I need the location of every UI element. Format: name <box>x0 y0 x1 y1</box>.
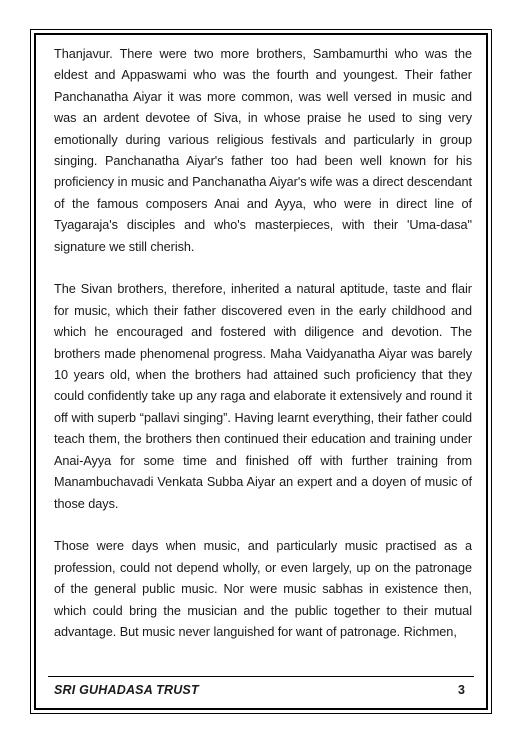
paragraph-3: Those were days when music, and particularly music practised as a profession, could not depend wholly, or even largely, up on the patronage of the general public music. Nor were music sabhas in existence then, which could bring the musician and the public together to their mutual advantage. But music never languished for want of patronage. Richmen, <box>54 539 472 639</box>
footer-title: SRI GUHADASA TRUST <box>54 683 199 697</box>
paragraph-1: Thanjavur. There were two more brothers, Sambamurthi who was the eldest and Appaswami who was the fourth and youngest. Their father Panchanatha Aiyar it was more common, was well versed in music and was an ardent devotee of Siva, in whose praise he used to sing very emotionally during various religious festivals and particularly in group singing. Panchanatha Aiyar's father too had been well known for his proficiency in music and Panchanatha Aiyar's wife was a direct descendant of the famous composers Anai and Ayya, who were in direct line of Tyagaraja's disciples and who's masterpieces, with their 'Uma-dasa" signature we still cherish. <box>54 47 472 254</box>
page-number: 3 <box>458 683 465 697</box>
paragraph-2: The Sivan brothers, therefore, inherited a natural aptitude, taste and flair for music, which their father discovered even in the early childhood and which he encouraged and fostered with diligence and devotion. The brothers made phenomenal progress. Maha Vaidyanatha Aiyar was barely 10 years old, when the brothers had attained such proficiency that they could confidently take up any raga and elaborate it extensively and round it off with superb “pallavi singing”. Having learnt everything, their father could teach them, the brothers then continued their education and training under Anai-Ayya for some time and finished off with further training from Manambuchavadi Venkata Subba Aiyar an expert and a doyen of music of those days. <box>54 282 472 511</box>
page-body <box>54 44 472 665</box>
footer-divider <box>48 676 474 677</box>
